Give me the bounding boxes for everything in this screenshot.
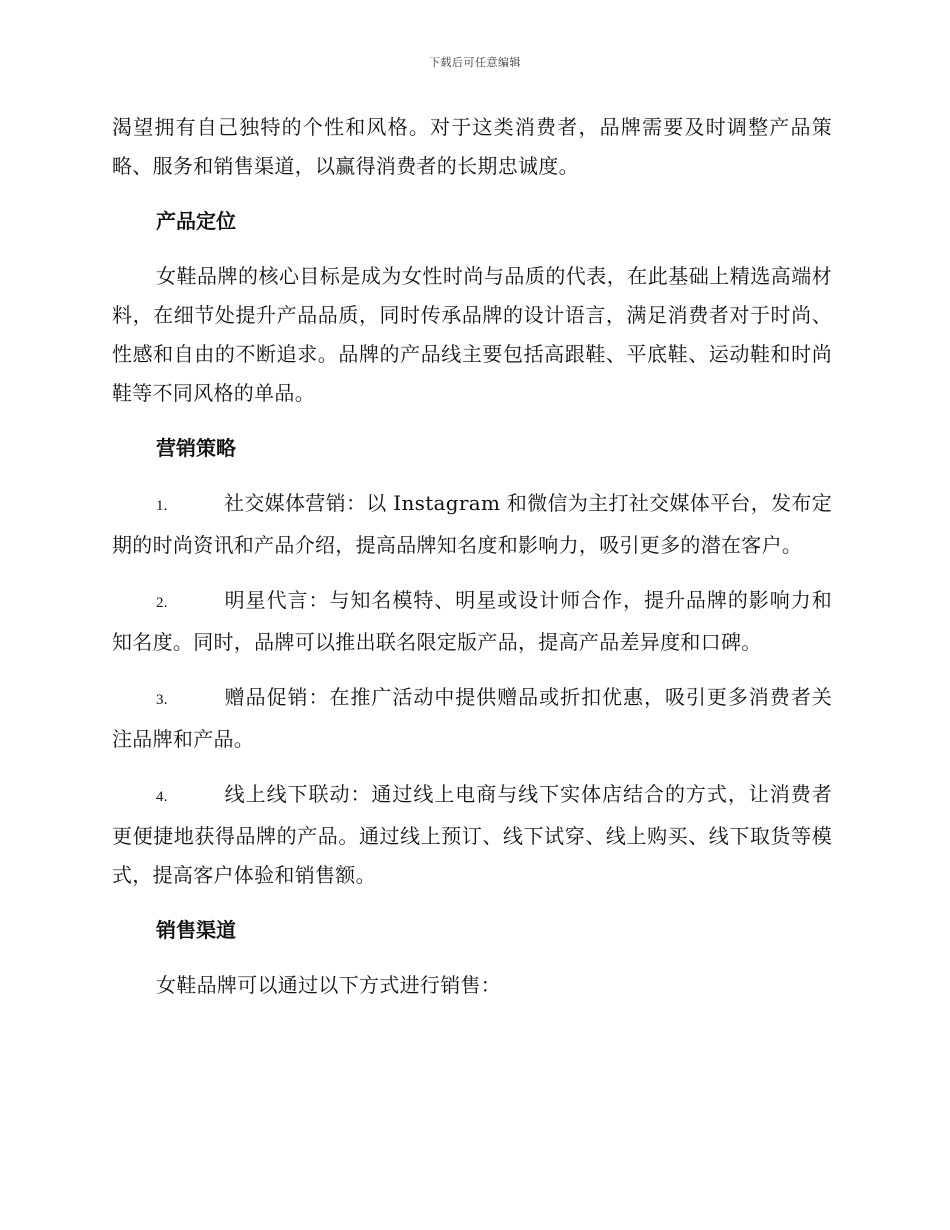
list-item-text: 社交媒体营销：以 Instagram 和微信为主打社交媒体平台，发布定期的时尚资讯和产品介绍，提高品牌知名度和影响力，吸引更多的潜在客户。 bbox=[112, 491, 832, 557]
list-item-text: 赠品促销：在推广活动中提供赠品或折扣优惠，吸引更多消费者关注品牌和产品。 bbox=[112, 685, 832, 751]
list-item-text: 明星代言：与知名模特、明星或设计师合作，提升品牌的影响力和知名度。同时，品牌可以推出联名限定版产品，提高产品差异度和口碑。 bbox=[112, 588, 832, 654]
list-number: 1. bbox=[156, 498, 168, 514]
list-number: 4. bbox=[156, 789, 168, 805]
list-item bbox=[112, 581, 832, 662]
document-body bbox=[112, 108, 832, 1005]
product-positioning-paragraph: 女鞋品牌的核心目标是成为女性时尚与品质的代表，在此基础上精选高端材料，在细节处提升产品品质，同时传承品牌的设计语言，满足消费者对于时尚、性感和自由的不断追求。品牌的产品线主要包括高跟鞋、平底鞋、运动鞋和时尚鞋等不同风格的单品。 bbox=[112, 264, 832, 405]
list-number: 3. bbox=[156, 692, 168, 708]
heading-sales-channels: 销售渠道 bbox=[156, 918, 236, 942]
list-item bbox=[112, 484, 832, 565]
list-number: 2. bbox=[156, 595, 168, 611]
heading-marketing-strategy: 营销策略 bbox=[156, 436, 236, 460]
list-item bbox=[112, 775, 832, 895]
heading-product-positioning: 产品定位 bbox=[156, 209, 236, 233]
list-item bbox=[112, 678, 832, 759]
sales-channels-paragraph: 女鞋品牌可以通过以下方式进行销售： bbox=[156, 973, 502, 997]
page-header: 下载后可任意编辑 bbox=[429, 56, 521, 69]
intro-paragraph: 渴望拥有自己独特的个性和风格。对于这类消费者，品牌需要及时调整产品策略、服务和销售渠道，以赢得消费者的长期忠诚度。 bbox=[112, 115, 832, 178]
list-item-text: 线上线下联动：通过线上电商与线下实体店结合的方式，让消费者更便捷地获得品牌的产品。通过线上预订、线下试穿、线上购买、线下取货等模式，提高客户体验和销售额。 bbox=[112, 782, 832, 887]
